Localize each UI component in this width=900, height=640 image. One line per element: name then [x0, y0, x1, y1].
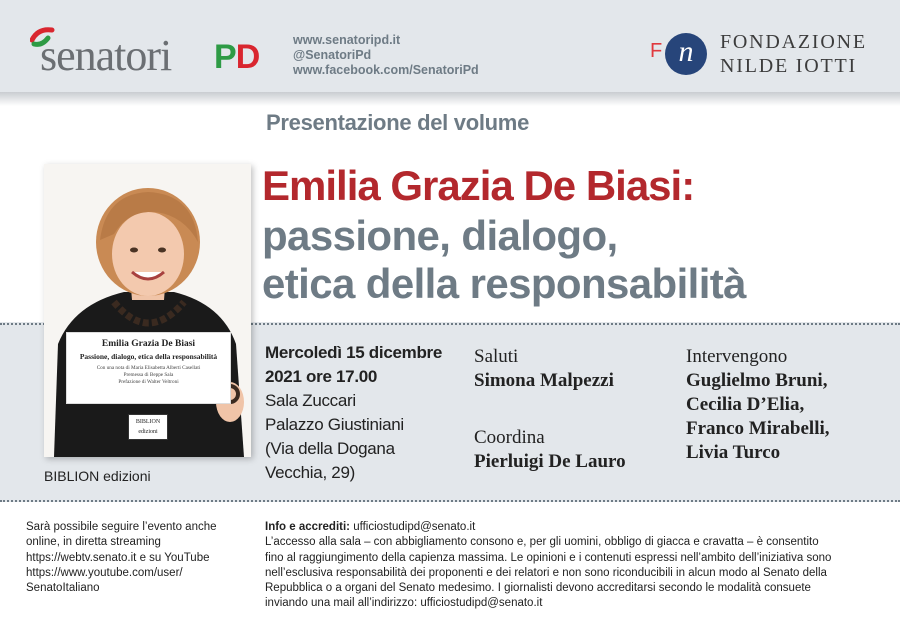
venue-street-number: Vecchia, 29) — [265, 463, 355, 482]
streaming-info: Sarà possibile seguire l’evento anche online, in diretta streaming https://webtv.senato.it e su YouTube https://www.youtube.com/user/ SenatoItaliano — [26, 520, 217, 596]
title-subtitle: passione, dialogo, etica della responsabilità — [262, 212, 746, 307]
venue-street: (Via della Dogana — [265, 439, 395, 458]
saluti-name: Simona Malpezzi — [474, 370, 614, 391]
event-date-place — [265, 341, 442, 485]
venue-room: Sala Zuccari — [265, 391, 356, 410]
header-shadow — [0, 92, 900, 106]
info-label: Info e accrediti: — [265, 521, 350, 533]
website-link[interactable]: www.senatoripd.it — [293, 33, 401, 47]
book-title-label — [66, 332, 231, 404]
coordina-name: Pierluigi De Lauro — [474, 451, 626, 472]
youtube-channel[interactable]: SenatoItaliano — [26, 582, 100, 595]
saluti-label: Saluti — [474, 346, 519, 367]
presentation-label: Presentazione del volume — [266, 110, 529, 135]
book-cover — [44, 164, 251, 457]
hosts-column — [474, 345, 626, 474]
senatori-pd-logo — [26, 24, 266, 80]
speaker-name: Cecilia D’Elia, — [686, 394, 805, 415]
foundation-name: FONDAZIONE NILDE IOTTI — [720, 31, 867, 77]
foundation-n-circle-icon: n — [665, 33, 707, 75]
speakers-column — [686, 345, 830, 465]
social-links — [293, 33, 479, 78]
event-date: Mercoledì 15 dicembre — [265, 343, 442, 362]
access-info: Info e accrediti: ufficiostudipd@senato.it L’accesso alla sala – con abbigliamento consono e, per gli uomini, obbligo di giacca e cravatta – è consentito fino al raggiungimento della capienza massima. Le opinioni e i contenuti espressi nell’ambito dell’iniziativa sono nell’esclusiva responsabilità dei proponenti e dei relatori e non sono riconducibili in alcun modo al Senato della Repubblica o a organi del Senato medesimo. I giornalisti devono accreditarsi secondo le modalità consuete inviando una mail all’indirizzo: ufficiostudipd@senato.it — [265, 521, 832, 610]
twitter-handle[interactable]: @SenatoriPd — [293, 48, 372, 62]
webtv-link[interactable]: https://webtv.senato.it e su YouTube — [26, 551, 210, 564]
speaker-name: Livia Turco — [686, 442, 781, 463]
dotted-divider-bottom — [0, 500, 900, 502]
foundation-f-letter: F — [650, 40, 663, 62]
logo-senatori-text: senatori — [40, 31, 172, 80]
speaker-name: Guglielmo Bruni, — [686, 370, 828, 391]
speaker-name: Franco Mirabelli, — [686, 418, 830, 439]
facebook-link[interactable]: www.facebook.com/SenatoriPd — [293, 63, 479, 77]
event-time: 2021 ore 17.00 — [265, 367, 378, 386]
fondazione-nilde-iotti-logo — [650, 30, 890, 78]
info-email[interactable]: ufficiostudipd@senato.it — [350, 521, 476, 533]
publisher-logo: BIBLION edizioni — [128, 414, 168, 440]
logo-pd-text: PD — [214, 38, 260, 76]
intervengono-label: Intervengono — [686, 346, 788, 367]
book-author: Emilia Grazia De Biasi — [101, 339, 196, 349]
title-author: Emilia Grazia De Biasi: — [262, 162, 695, 209]
youtube-link[interactable]: https://www.youtube.com/user/ — [26, 566, 183, 579]
header-banner — [0, 0, 900, 92]
book-title: Passione, dialogo, etica della responsabilità — [79, 352, 218, 361]
coordina-label: Coordina — [474, 427, 545, 448]
publisher-caption: BIBLION edizioni — [44, 468, 151, 484]
venue-building: Palazzo Giustiniani — [265, 415, 404, 434]
book-credits: Con una nota di Maria Elisabetta Alberti Casellati Premessa di Beppe Sala Prefazione di Walter Veltroni — [96, 365, 201, 385]
